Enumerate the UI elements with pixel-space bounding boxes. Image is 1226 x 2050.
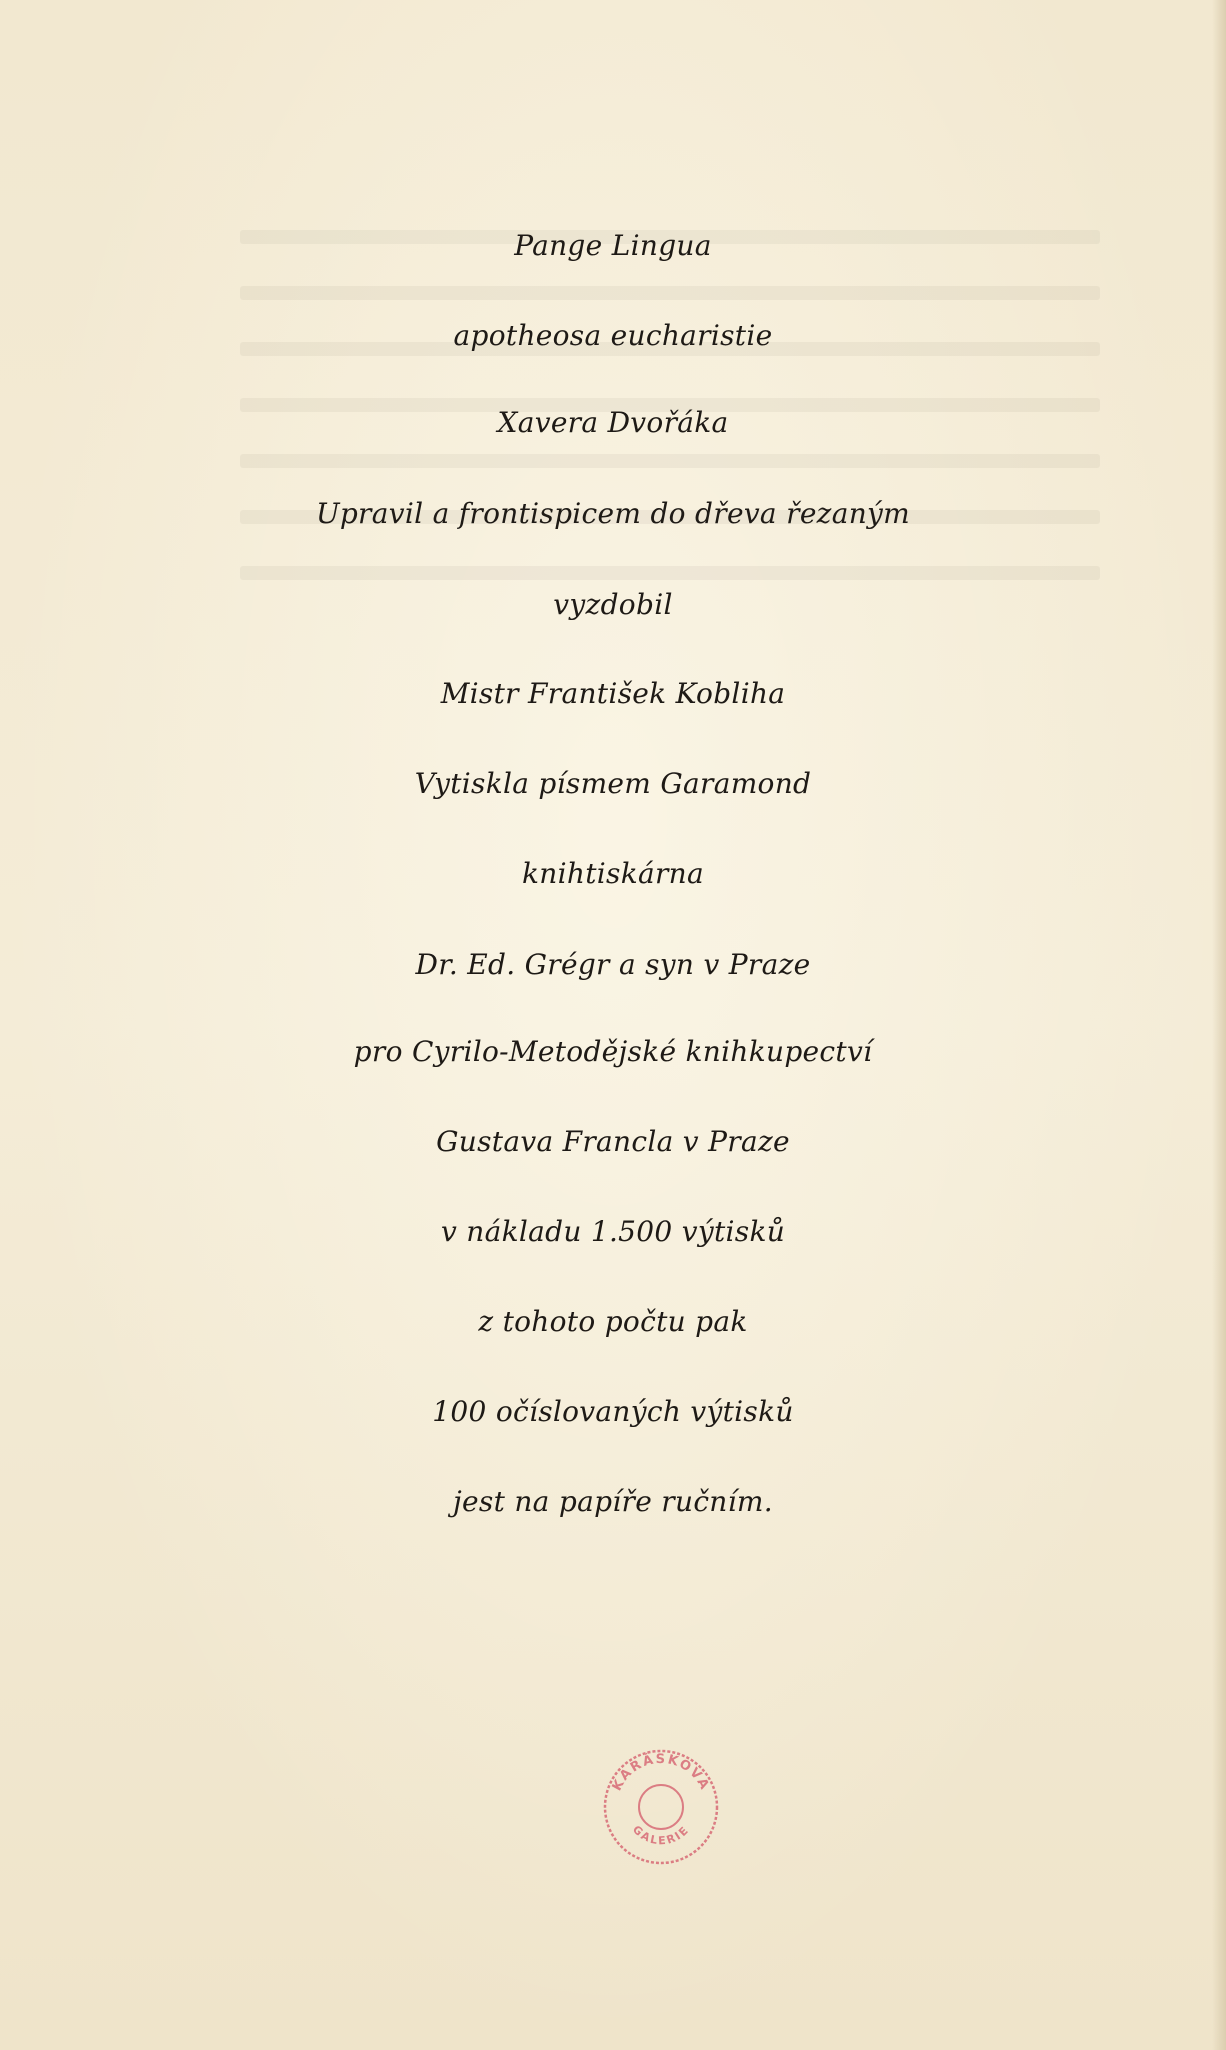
colophon-line: Mistr František Kobliha [440,677,786,710]
page-edge-shadow [1212,0,1226,2050]
colophon-line: Xavera Dvořáka [497,406,729,439]
stamp-bottom-text: GALERIE [629,1822,693,1848]
gallery-stamp [600,1746,722,1868]
colophon-line: vyzdobil [553,588,673,621]
colophon-line: 100 očíslovaných výtisků [432,1395,794,1428]
colophon-line: z tohoto počtu pak [478,1305,748,1338]
colophon-line: apotheosa eucharistie [453,319,773,352]
ghost-line [240,454,1100,468]
colophon-line: Vytiskla písmem Garamond [414,767,812,800]
colophon-line: Upravil a frontispicem do dřeva řezaným [315,497,911,530]
ghost-line [240,286,1100,300]
ghost-line [240,566,1100,580]
stamp-inner-ring [639,1785,683,1829]
colophon-line: v nákladu 1.500 výtisků [440,1215,786,1248]
colophon-line: pro Cyrilo-Metodějské knihkupectví [353,1035,873,1068]
colophon-line: knihtiskárna [522,857,704,890]
stamp-top-text: KARÁSKOVA [609,1751,713,1794]
colophon-line: Gustava Francla v Praze [436,1125,790,1158]
colophon-line: Pange Lingua [514,229,712,262]
colophon-line: jest na papíře ručním. [453,1485,773,1518]
colophon-line: Dr. Ed. Grégr a syn v Praze [415,948,811,981]
